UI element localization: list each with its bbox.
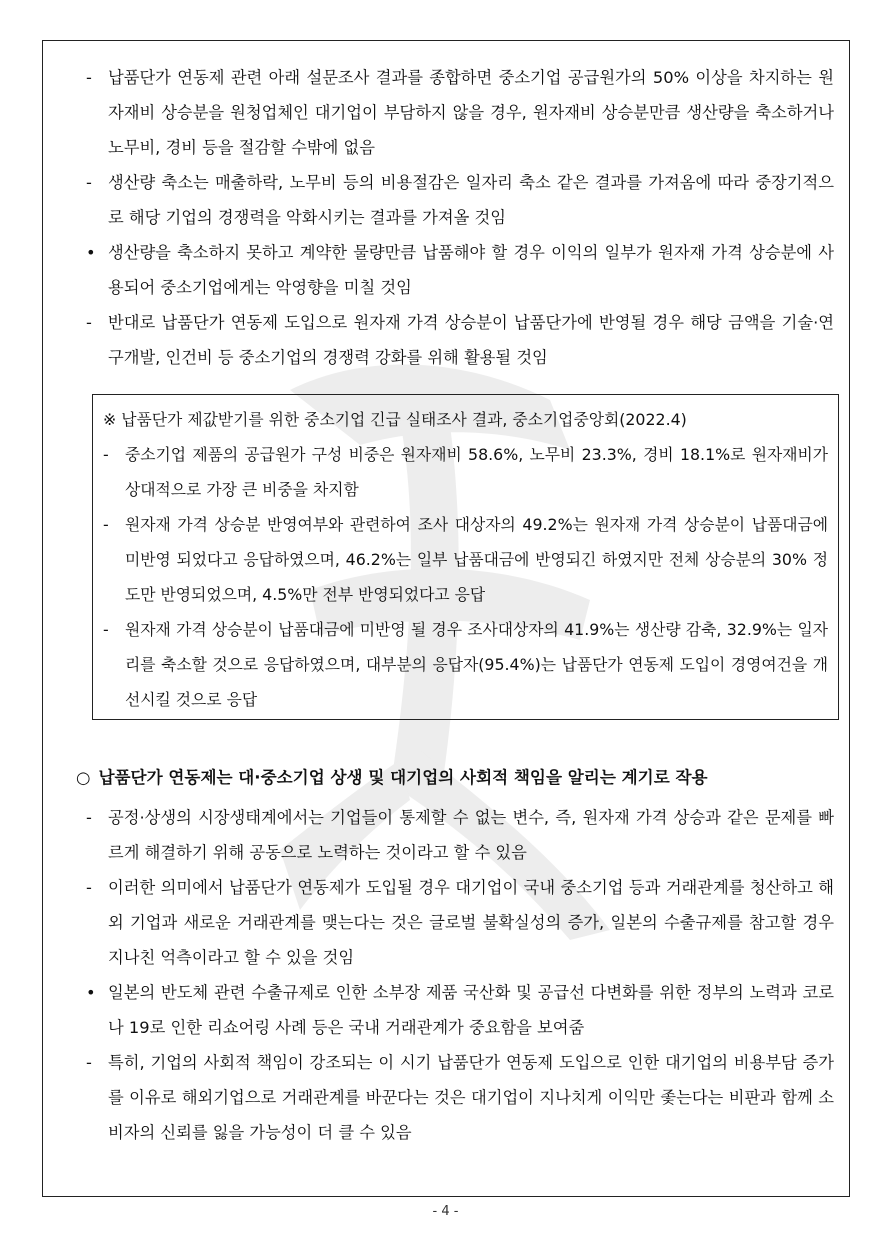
- list-marker: -: [86, 878, 92, 897]
- list-item-text: 생산량 축소는 매출하락, 노무비 등의 비용절감은 일자리 축소 같은 결과를 가져옴에 따라 중장기적으로 해당 기업의 경쟁력을 악화시키는 결과를 가져올 것임: [108, 173, 834, 227]
- list-item-text: 원자재 가격 상승분이 납품대금에 미반영 될 경우 조사대상자의 41.9%는 생산량 감축, 32.9%는 일자리를 축소할 것으로 응답하였으며, 대부분의 응답자(95.4%)는 납품단가 연동제 도입이 경영여건을 개선시킬 것으로 응답: [125, 620, 828, 709]
- list-marker: -: [86, 313, 92, 332]
- heading-text: 납품단가 연동제는 대·중소기업 상생 및 대기업의 사회적 책임을 알리는 계기로 작용: [98, 768, 708, 787]
- list-marker: -: [103, 620, 109, 639]
- list-marker: -: [86, 1053, 92, 1072]
- list-item: [86, 165, 834, 235]
- section-2-heading: [76, 760, 836, 795]
- list-item: [86, 235, 834, 305]
- list-item: [103, 507, 828, 612]
- section-1: [86, 60, 834, 375]
- list-item: [86, 870, 834, 975]
- list-item: [86, 60, 834, 165]
- list-item: [86, 800, 834, 870]
- list-item-text: 생산량을 축소하지 못하고 계약한 물량만큼 납품해야 할 경우 이익의 일부가 원자재 가격 상승분에 사용되어 중소기업에게는 악영향을 미칠 것임: [108, 243, 834, 297]
- list-marker: -: [86, 173, 92, 192]
- list-item-text: 특히, 기업의 사회적 책임이 강조되는 이 시기 납품단가 연동제 도입으로 인한 대기업의 비용부담 증가를 이유로 해외기업으로 거래관계를 바꾼다는 것은 대기업이 지나치게 이익만 좇는다는 비판과 함께 소비자의 신뢰를 잃을 가능성이 더 클 수 있음: [108, 1053, 834, 1142]
- section-2: [86, 800, 834, 1150]
- list-item-text: 반대로 납품단가 연동제 도입으로 원자재 가격 상승분이 납품단가에 반영될 경우 해당 금액을 기술·연구개발, 인건비 등 중소기업의 경쟁력 강화를 위해 활용될 것임: [108, 313, 834, 367]
- list-marker: •: [86, 983, 96, 1002]
- list-item-text: 납품단가 연동제 관련 아래 설문조사 결과를 종합하면 중소기업 공급원가의 50% 이상을 차지하는 원자재비 상승분을 원청업체인 대기업이 부담하지 않을 경우, 원자재비 상승분만큼 생산량을 축소하거나 노무비, 경비 등을 절감할 수밖에 없음: [108, 68, 834, 157]
- list-marker: -: [86, 68, 92, 87]
- page-number: - 4 -: [432, 1204, 459, 1219]
- list-item-text: 중소기업 제품의 공급원가 구성 비중은 원자재비 58.6%, 노무비 23.3%, 경비 18.1%로 원자재비가 상대적으로 가장 큰 비중을 차지함: [125, 445, 828, 499]
- list-marker: -: [103, 445, 109, 464]
- note-title: ※ 납품단가 제값받기를 위한 중소기업 긴급 실태조사 결과, 중소기업중앙회(2022.4): [103, 410, 687, 429]
- list-marker: •: [86, 243, 96, 262]
- list-marker: -: [103, 515, 109, 534]
- list-item-text: 공정·상생의 시장생태계에서는 기업들이 통제할 수 없는 변수, 즉, 원자재 가격 상승과 같은 문제를 빠르게 해결하기 위해 공동으로 노력하는 것이라고 할 수 있음: [108, 808, 834, 862]
- list-item: [103, 612, 828, 717]
- list-item: [103, 437, 828, 507]
- list-item-text: 일본의 반도체 관련 수출규제로 인한 소부장 제품 국산화 및 공급선 다변화를 위한 정부의 노력과 코로나 19로 인한 리쇼어링 사례 등은 국내 거래관계가 중요함을 보여줌: [108, 983, 834, 1037]
- list-item: [86, 975, 834, 1045]
- list-item: [86, 1045, 834, 1150]
- list-item: [86, 305, 834, 375]
- list-item-text: 이러한 의미에서 납품단가 연동제가 도입될 경우 대기업이 국내 중소기업 등과 거래관계를 청산하고 해외 기업과 새로운 거래관계를 맺는다는 것은 글로벌 불확실성의 증가, 일본의 수출규제를 참고할 경우 지나친 억측이라고 할 수 있을 것임: [108, 878, 834, 967]
- survey-note-box: [92, 394, 839, 720]
- list-marker: -: [86, 808, 92, 827]
- list-item-text: 원자재 가격 상승분 반영여부와 관련하여 조사 대상자의 49.2%는 원자재 가격 상승분이 납품대금에 미반영 되었다고 응답하였으며, 46.2%는 일부 납품대금에 반영되긴 하였지만 전체 상승분의 30% 정도만 반영되었으며, 4.5%만 전부 반영되었다고 응답: [125, 515, 828, 604]
- circle-bullet-icon: ○: [76, 768, 91, 787]
